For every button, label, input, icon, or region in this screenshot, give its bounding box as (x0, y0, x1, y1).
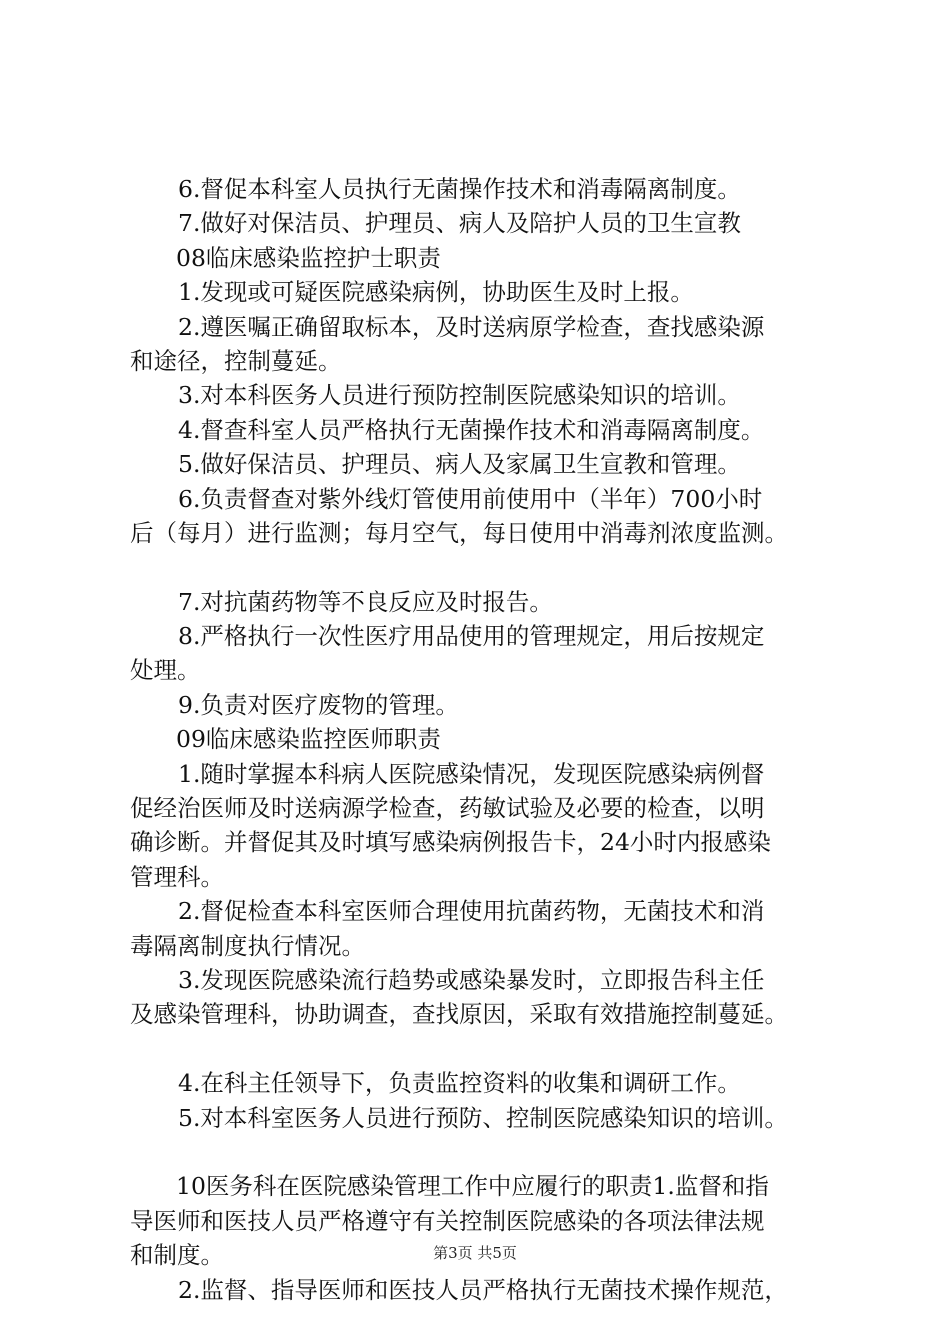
text-line: 和制度。 (130, 1241, 224, 1270)
text-line: 促经治医师及时送病源学检查，药敏试验及必要的检查，以明 (130, 794, 765, 823)
text-line: 08临床感染监控护士职责 (176, 243, 441, 272)
text-line: 09临床感染监控医师职责 (176, 725, 441, 754)
text-line: 10医务科在医院感染管理工作中应履行的职责1.监督和指 (176, 1172, 769, 1201)
blank-line (130, 550, 855, 584)
blank-line (130, 1032, 855, 1066)
text-line: 1.随时掌握本科病人医院感染情况，发现医院感染病例督 (178, 759, 765, 788)
text-line: 3.发现医院感染流行趋势或感染暴发时，立即报告科主任 (178, 965, 765, 994)
text-line: 和途径，控制蔓延。 (130, 346, 342, 375)
text-line: 2.监督、指导医师和医技人员严格执行无菌技术操作规范， (178, 1275, 788, 1304)
text-line: 5.做好保洁员、护理员、病人及家属卫生宣教和管理。 (178, 450, 741, 479)
text-line: 导医师和医技人员严格遵守有关控制医院感染的各项法律法规 (130, 1206, 765, 1235)
text-line: 管理科。 (130, 862, 224, 891)
text-line: 3.对本科医务人员进行预防控制医院感染知识的培训。 (178, 381, 741, 410)
text-line: 4.督查科室人员严格执行无菌操作技术和消毒隔离制度。 (178, 415, 765, 444)
text-line: 处理。 (130, 656, 201, 685)
text-line: 2.督促检查本科室医师合理使用抗菌药物，无菌技术和消 (178, 897, 765, 926)
text-line: 后（每月）进行监测；每月空气，每日使用中消毒剂浓度监测。 (130, 518, 788, 547)
text-line: 8.严格执行一次性医疗用品使用的管理规定，用后按规定 (178, 622, 765, 651)
text-line: 9.负责对医疗废物的管理。 (178, 690, 459, 719)
blank-line (130, 1135, 855, 1169)
document-body (130, 172, 855, 1307)
text-line: 6.督促本科室人员执行无菌操作技术和消毒隔离制度。 (178, 175, 741, 203)
text-line: 及感染管理科，协助调查，查找原因，采取有效措施控制蔓延。 (130, 1000, 788, 1029)
text-line: 确诊断。并督促其及时填写感染病例报告卡，24小时内报感染 (130, 828, 771, 857)
text-line: 6.负责督查对紫外线灯管使用前使用中（半年）700小时 (178, 484, 763, 513)
text-line: 毒隔离制度执行情况。 (130, 931, 365, 960)
text-line: 5.对本科室医务人员进行预防、控制医院感染知识的培训。 (178, 1103, 788, 1132)
text-line: 7.对抗菌药物等不良反应及时报告。 (178, 587, 553, 616)
text-line: 7.做好对保洁员、护理员、病人及陪护人员的卫生宣教 (178, 209, 741, 238)
text-line: 1.发现或可疑医院感染病例，协助医生及时上报。 (178, 278, 694, 307)
text-line: 4.在科主任领导下，负责监控资料的收集和调研工作。 (178, 1069, 741, 1098)
text-line: 2.遵医嘱正确留取标本，及时送病原学检查，查找感染源 (178, 312, 765, 341)
page-footer: 第3页 共5页 (433, 1244, 517, 1262)
